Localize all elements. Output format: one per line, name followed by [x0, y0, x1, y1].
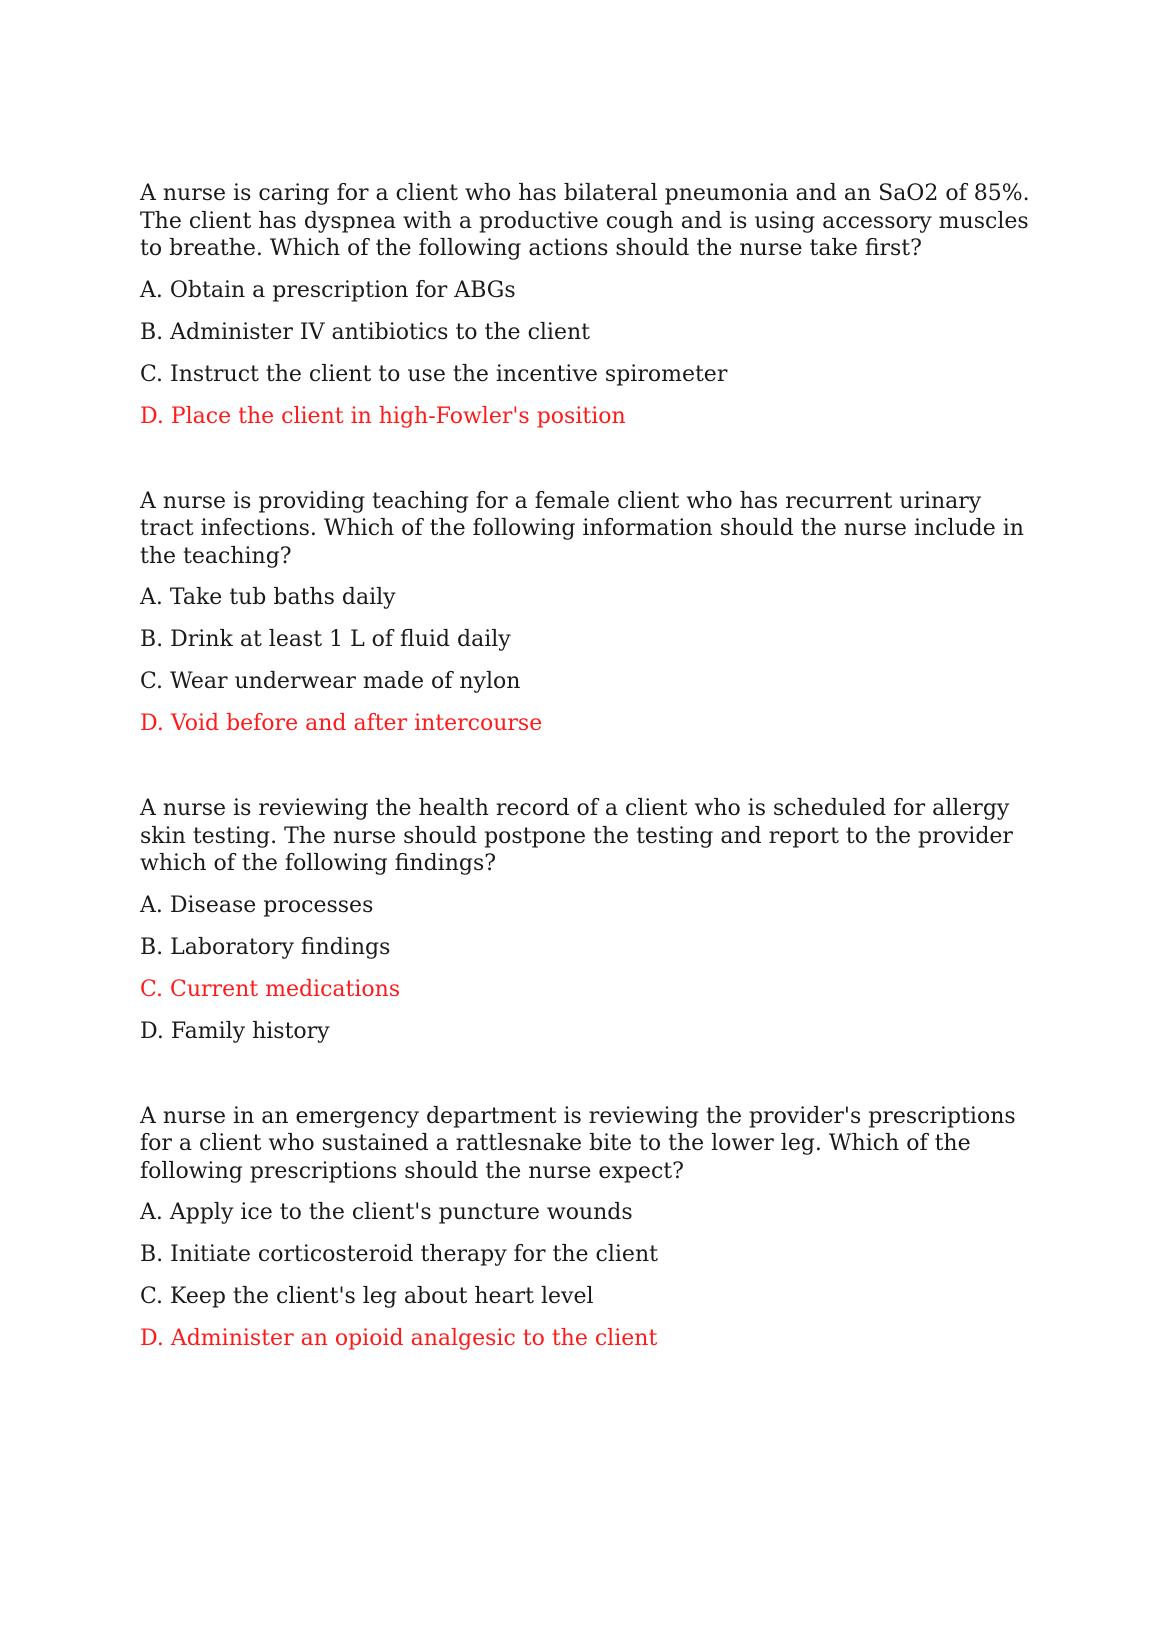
answer-option-d: D. Family history: [140, 1018, 330, 1044]
answer-option-c: C. Wear underwear made of nylon: [140, 669, 521, 694]
answer-option-b: B. Initiate corticosteroid therapy for the client: [140, 1242, 658, 1267]
answer-option-d-correct: D. Void before and after intercourse: [140, 711, 543, 736]
answer-option-b: B. Drink at least 1 L of fluid daily: [140, 627, 511, 652]
answer-option-b: B. Laboratory findings: [140, 934, 391, 960]
answer-option-b: B. Administer IV antibiotics to the client: [140, 319, 590, 345]
question-stem: A nurse is caring for a client who has bilateral pneumonia and an SaO2 of 85%. The client has dyspnea with a productive cough and is using accessory muscles to breathe. Which of the following actions should the nurse take first?: [140, 181, 1030, 261]
answer-option-c: C. Keep the client's leg about heart level: [140, 1284, 594, 1309]
answer-option-a: A. Take tub baths daily: [140, 585, 396, 610]
answer-option-c-correct: C. Current medications: [140, 976, 401, 1002]
question-4: [140, 1103, 1030, 1353]
question-stem: A nurse in an emergency department is reviewing the provider's prescriptions for a client who sustained a rattlesnake bite to the lower leg. Which of the following prescriptions should the nurse expect?: [140, 1103, 1016, 1184]
answer-option-a: A. Obtain a prescription for ABGs: [140, 277, 516, 303]
question-3: [140, 795, 1030, 1045]
question-stem: A nurse is providing teaching for a female client who has recurrent urinary tract infections. Which of the following information should the nurse include in the teaching?: [140, 488, 1024, 569]
document-page: [140, 180, 1030, 1410]
answer-option-a: A. Apply ice to the client's puncture wounds: [140, 1200, 633, 1225]
question-stem: A nurse is reviewing the health record of a client who is scheduled for allergy skin testing. The nurse should postpone the testing and report to the provider which of the following findings?: [140, 796, 1013, 876]
question-2: [140, 488, 1030, 738]
answer-option-d-correct: D. Administer an opioid analgesic to the client: [140, 1326, 658, 1351]
question-1: [140, 180, 1030, 430]
answer-option-c: C. Instruct the client to use the incentive spirometer: [140, 361, 728, 387]
answer-option-a: A. Disease processes: [140, 892, 374, 918]
answer-option-d-correct: D. Place the client in high-Fowler's position: [140, 403, 626, 429]
